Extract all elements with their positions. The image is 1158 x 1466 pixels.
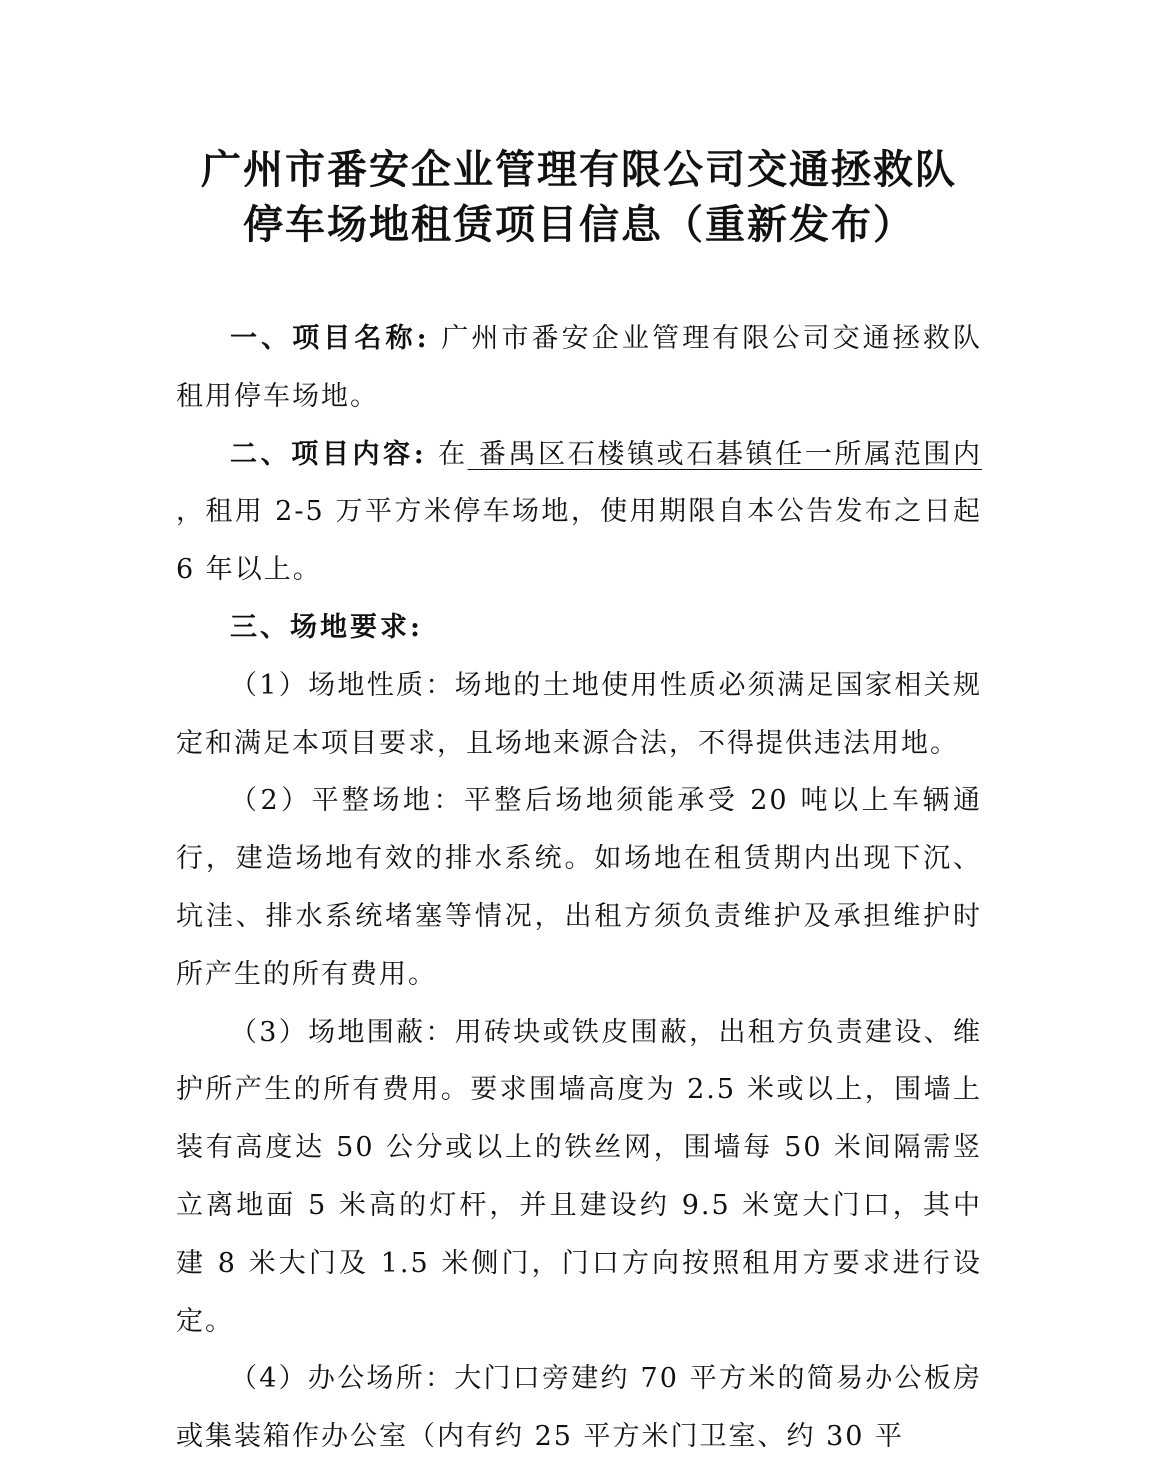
document-title-line-1: 广州市番安企业管理有限公司交通拯救队 [201,146,957,193]
requirement-item-1: （1）场地性质：场地的土地使用性质必须满足国家相关规定和满足本项目要求，且场地来源合法，不得提供违法用地。 [176,669,982,759]
section-label: 一、项目名称: [230,323,430,354]
section-site-requirements [176,599,982,657]
section-text-suffix: ，租用 2-5 万平方米停车场地，使用期限自本公告发布之日起 6 年以上。 [176,496,982,586]
requirement-item-2: （2）平整场地：平整后场地须能承受 20 吨以上车辆通行，建造场地有效的排水系统。如场地在租赁期内出现下沉、坑洼、排水系统堵塞等情况，出租方须负责维护及承担维护时所产生的所有费用。 [176,785,982,990]
section-label: 三、场地要求: [230,611,423,643]
document-title-line-2: 停车场地租赁项目信息（重新发布） [243,201,915,248]
location-underlined: 番禺区石楼镇或石碁镇任一所属范围内 [467,438,982,470]
document-body [176,310,982,1466]
section-text-prefix: 在 [426,438,468,470]
section-project-name [176,310,982,426]
requirement-item-4: （4）办公场所：大门口旁建约 70 平方米的简易办公板房或集装箱作办公室（内有约 25 平方米门卫室、约 30 平 [176,1363,982,1453]
requirement-item-3: （3）场地围蔽：用砖块或铁皮围蔽，出租方负责建设、维护所产生的所有费用。要求围墙高度为 2.5 米或以上，围墙上装有高度达 50 公分或以上的铁丝网，围墙每 50 米间隔需竖立离地面 5 米高的灯杆，并且建设约 9.5 米宽大门口，其中建 8 米大门及 1.5 米侧门，门口方向按照租用方要求进行设定。 [176,1016,982,1337]
section-label: 二、项目内容: [230,438,427,470]
section-project-content [176,426,982,599]
section-text: 广州市番安企业管理有限公司交通拯救队租用停车场地。 [176,323,982,412]
